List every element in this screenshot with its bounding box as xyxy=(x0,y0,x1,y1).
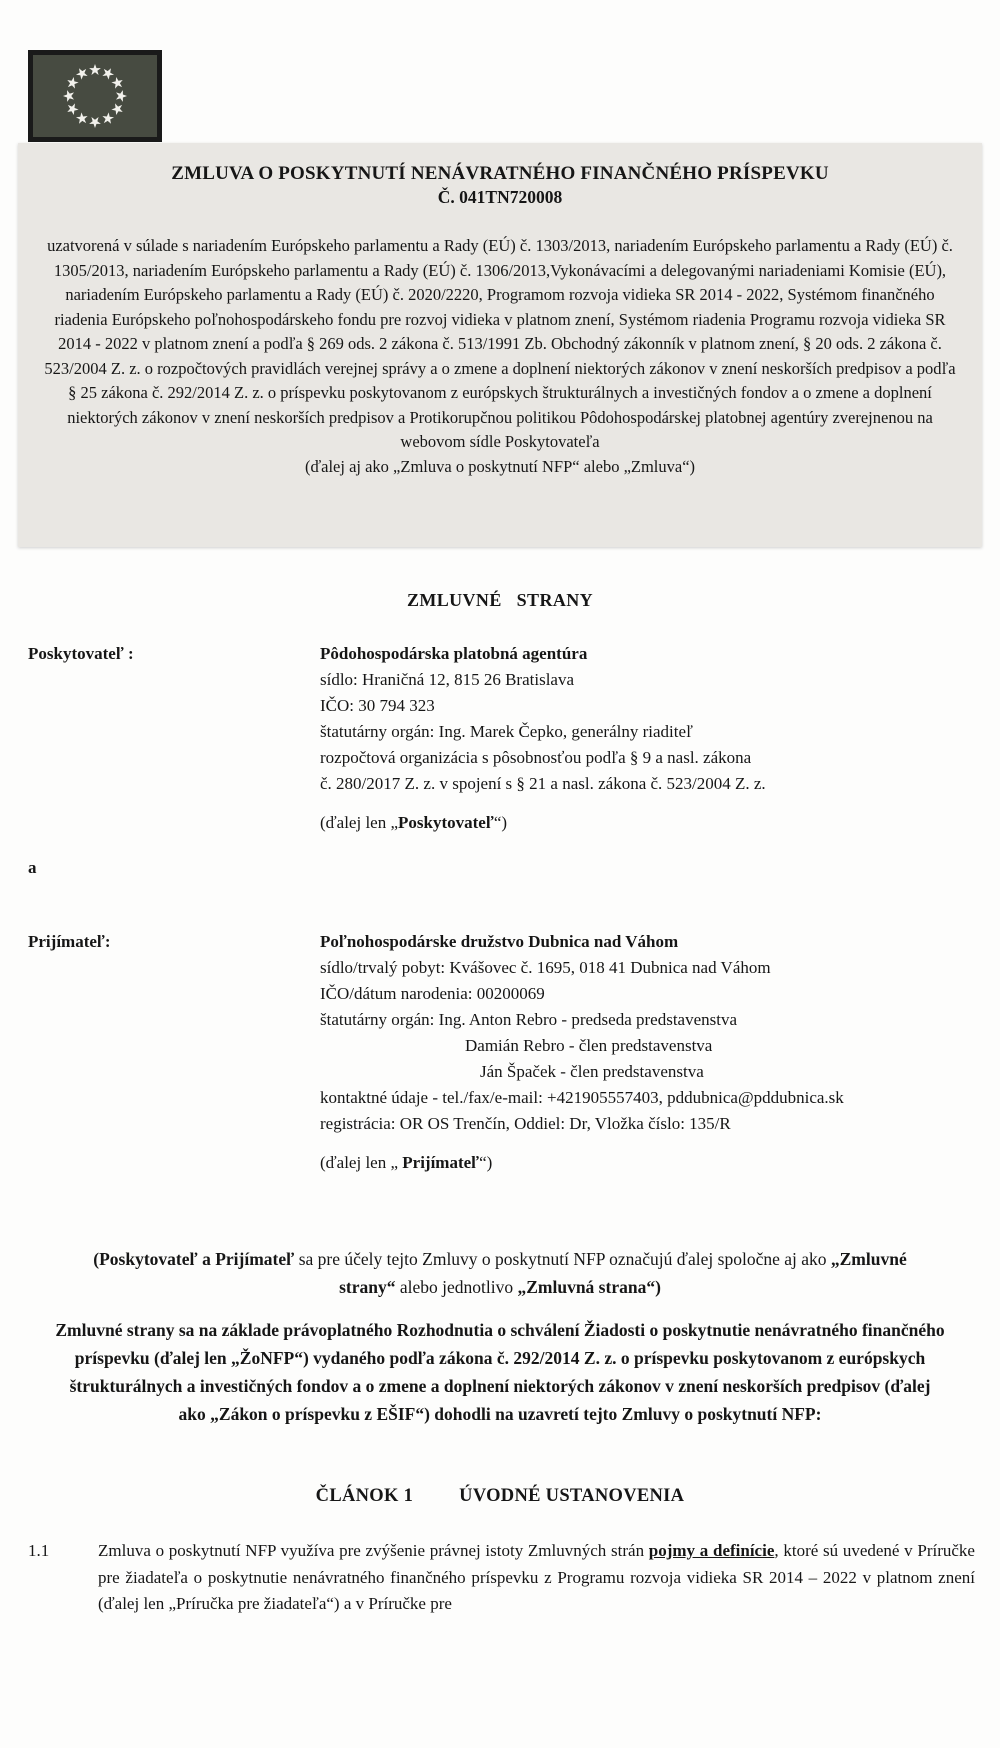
provider-ico: IČO: 30 794 323 xyxy=(320,696,435,715)
recipient-statutory-2: Damián Rebro - člen predstavenstva xyxy=(465,1036,713,1055)
joint-text-1: sa pre účely tejto Zmluvy o poskytnutí NFP označujú ďalej spoločne aj ako xyxy=(294,1249,831,1269)
provider-section xyxy=(28,641,980,836)
recipient-alias-prefix: (ďalej len „ xyxy=(320,1153,403,1172)
eu-flag-icon xyxy=(28,50,162,142)
provider-address: sídlo: Hraničná 12, 815 26 Bratislava xyxy=(320,670,575,689)
recipient-statutory-3: Ján Špaček - člen predstavenstva xyxy=(480,1062,704,1081)
agreement-basis-paragraph: Zmluvné strany sa na základe právoplatného Rozhodnutia o schválení Žiadosti o poskytnutie nenávratného finančného príspevku (ďalej len „ŽoNFP“) vydaného podľa zákona č. 292/2014 Z. z. o príspevku poskytovanom z európskych štrukturálnych a investičných fondov a o zmene a doplnení niektorých zákonov v znení neskorších predpisov (ďalej ako „Zákon o príspevku z EŠIF“) dohodli na uzavretí tejto Zmluvy o poskytnutí NFP: xyxy=(55,1320,945,1424)
recipient-section xyxy=(28,929,980,1176)
provider-alias-prefix: (ďalej len „ xyxy=(320,813,399,832)
parties-heading: ZMLUVNÉ STRANY xyxy=(406,590,594,610)
provider-alias xyxy=(320,810,980,836)
recipient-alias xyxy=(320,1150,980,1176)
preamble-alias: (ďalej aj ako „Zmluva o poskytnutí NFP“ alebo „Zmluva“) xyxy=(304,456,696,476)
joint-bold-2: „Zmluvné strany“ xyxy=(339,1249,907,1297)
recipient-details xyxy=(320,929,980,1176)
scanned-header-band xyxy=(18,143,982,547)
joint-bold-1: (Poskytovateľ a Prijímateľ xyxy=(93,1249,295,1269)
provider-statutory: štatutárny orgán: Ing. Marek Čepko, generálny riaditeľ xyxy=(320,722,693,741)
provider-org-line1: rozpočtová organizácia s pôsobnosťou podľa § 9 a nasl. zákona xyxy=(320,748,752,767)
clause-1-1 xyxy=(28,1538,975,1618)
recipient-name: Poľnohospodárske družstvo Dubnica nad Váhom xyxy=(320,932,679,951)
provider-org-line2: č. 280/2017 Z. z. v spojení s § 21 a nasl. zákona č. 523/2004 Z. z. xyxy=(320,774,766,793)
recipient-alias-term: Prijímateľ xyxy=(402,1153,480,1172)
eu-flag-graphic xyxy=(28,50,162,142)
recipient-address: sídlo/trvalý pobyt: Kvášovec č. 1695, 018 41 Dubnica nad Váhom xyxy=(320,958,771,977)
article-1-title: ÚVODNÉ USTANOVENIA xyxy=(459,1486,685,1506)
document-title: ZMLUVA O POSKYTNUTÍ NENÁVRATNÉHO FINANČNÉHO PRÍSPEVKU xyxy=(171,163,829,184)
joint-bold-3: „Zmluvná strana“) xyxy=(517,1276,661,1297)
provider-details xyxy=(320,641,980,836)
article-1-heading xyxy=(0,1486,1000,1507)
clause-1-1-number: 1.1 xyxy=(28,1541,50,1560)
provider-label: Poskytovateľ : xyxy=(28,644,134,663)
contract-number: Č. 041TN720008 xyxy=(437,187,563,207)
clause-1-1-text-1: Zmluva o poskytnutí NFP využíva pre zvýšenie právnej istoty Zmluvných strán xyxy=(98,1541,649,1560)
provider-alias-term: Poskytovateľ xyxy=(398,813,494,832)
recipient-registration: registrácia: OR OS Trenčín, Oddiel: Dr, Vložka číslo: 135/R xyxy=(320,1114,731,1133)
clause-1-1-defined-term: pojmy a definície xyxy=(648,1541,775,1560)
recipient-ico: IČO/dátum narodenia: 00200069 xyxy=(320,984,545,1003)
recipient-alias-suffix: “) xyxy=(479,1153,493,1172)
preamble-text: uzatvorená v súlade s nariadením Európskeho parlamentu a Rady (EÚ) č. 1303/2013, nariadením Európskeho parlamentu a Rady (EÚ) č. 1305/2013, nariadením Európskeho parlamentu a Rady (EÚ) č. 1306/2013,Vykonávacími a delegovanými nariadeniami Komisie (EÚ), nariadením Európskeho parlamentu a Rady (EÚ) č. 2020/2220, Programom rozvoja vidieka SR 2014 - 2022, Systémom finančného riadenia Európskeho poľnohospodárskeho fondu pre rozvoj vidieka v platnom znení, Systémom riadenia Programu rozvoja vidieka SR 2014 - 2022 v platnom znení a podľa § 269 ods. 2 zákona č. 513/1991 Zb. Obchodný zákonník v platnom znení, § 20 ods. 2 zákona č. 523/2004 Z. z. o rozpočtových pravidlách verejnej správy a o zmene a doplnení niektorých zákonov v znení neskorších predpisov a podľa § 25 zákona č. 292/2014 Z. z. o príspevku poskytovanom z európskych štrukturálnych a investičných fondov a o zmene a doplnení niektorých zákonov v znení neskorších predpisov a Protikorupčnou politikou Pôdohospodárskej platobnej agentúry zverejnenou na webovom sídle Poskytovateľa xyxy=(44,236,956,451)
conjunction-a: a xyxy=(28,858,37,877)
clause-1-1-text xyxy=(98,1538,975,1618)
recipient-label: Prijímateľ: xyxy=(28,932,111,951)
provider-name: Pôdohospodárska platobná agentúra xyxy=(320,644,588,663)
joint-designation-paragraph xyxy=(75,1246,925,1301)
recipient-statutory-1: štatutárny orgán: Ing. Anton Rebro - predseda predstavenstva xyxy=(320,1010,738,1029)
recipient-contact: kontaktné údaje - tel./fax/e-mail: +421905557403, pddubnica@pddubnica.sk xyxy=(320,1088,844,1107)
provider-alias-suffix: “) xyxy=(493,813,508,832)
article-1-number: ČLÁNOK 1 xyxy=(315,1486,414,1506)
clause-1-1-text-2: , ktoré sú uvedené v Príručke pre žiadateľa o poskytnutie nenávratného finančného príspevku z Programu rozvoja vidieka SR 2014 – 2022 v platnom znení (ďalej len „Príručka pre žiadateľa“) a v Príručke pre xyxy=(98,1541,975,1613)
joint-text-2: alebo jednotlivo xyxy=(395,1276,518,1297)
